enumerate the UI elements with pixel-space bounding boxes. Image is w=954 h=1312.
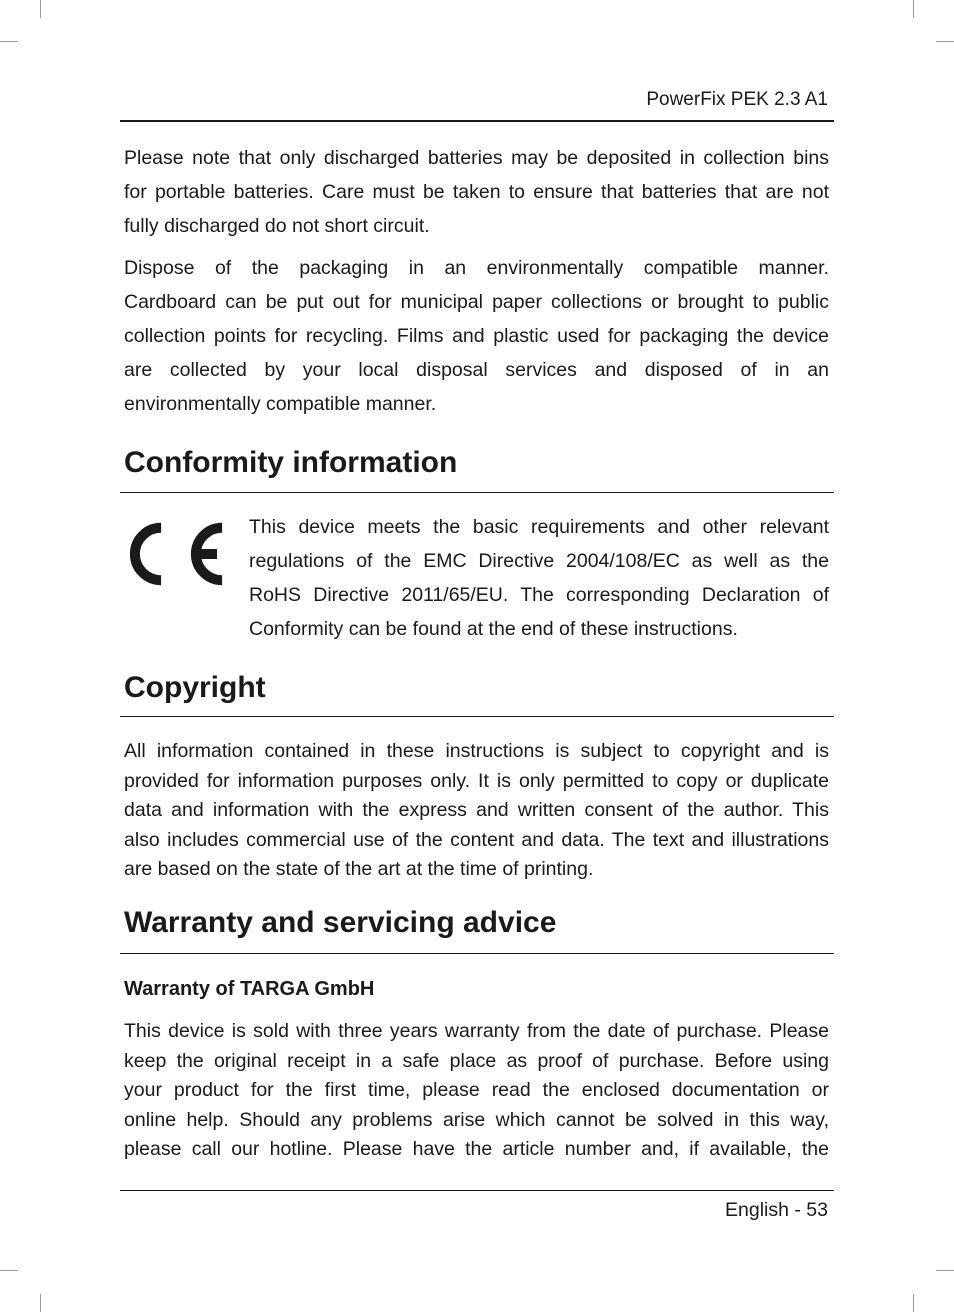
- crop-mark: [0, 1270, 18, 1271]
- crop-mark: [0, 41, 18, 42]
- running-header-title: PowerFix PEK 2.3 A1: [646, 89, 828, 110]
- text-line: provided for information purposes only. It is only permitted to copy or duplicate: [124, 769, 829, 792]
- text-line: Conformity can be found at the end of these instructions.: [249, 618, 738, 640]
- text-line: collection points for recycling. Films and plastic used for packaging the device: [124, 325, 829, 347]
- text-line: This device meets the basic requirements and other relevant: [249, 516, 829, 538]
- warranty-paragraph: [124, 1017, 829, 1165]
- section-rule: [120, 716, 834, 717]
- text-line: also includes commercial use of the content and data. The text and illustrations: [124, 828, 829, 851]
- text-line: please call our hotline. Please have the article number and, if available, the: [124, 1138, 829, 1160]
- crop-mark: [936, 1270, 954, 1271]
- section-rule: [120, 953, 834, 954]
- text-line: regulations of the EMC Directive 2004/108/EC as well as the: [249, 550, 829, 572]
- footer-rule: [120, 1190, 834, 1191]
- text-line: your product for the first time, please read the enclosed documentation or: [124, 1079, 829, 1101]
- text-line: Cardboard can be put out for municipal paper collections or brought to public: [124, 291, 829, 313]
- text-line: keep the original receipt in a safe place as proof of purchase. Before using: [124, 1049, 829, 1072]
- packaging-disposal-paragraph: [124, 251, 829, 421]
- text-line: RoHS Directive 2011/65/EU. The corresponding Declaration of: [249, 584, 829, 606]
- text-line: online help. Should any problems arise which cannot be solved in this way,: [124, 1108, 829, 1131]
- conformity-paragraph: [249, 510, 829, 646]
- text-line: data and information with the express and written consent of the author. This: [124, 799, 829, 821]
- crop-mark: [40, 1294, 41, 1312]
- ce-mark-icon: [124, 517, 227, 591]
- crop-mark: [40, 0, 41, 18]
- crop-mark: [913, 1294, 914, 1312]
- copyright-heading: Copyright: [124, 671, 266, 704]
- crop-mark: [913, 0, 914, 18]
- page-number: English - 53: [725, 1199, 828, 1221]
- text-line: fully discharged do not short circuit.: [124, 215, 430, 237]
- copyright-paragraph: [124, 737, 829, 885]
- text-line: for portable batteries. Care must be taken to ensure that batteries that are not: [124, 181, 829, 203]
- warranty-heading: Warranty and servicing advice: [124, 906, 557, 939]
- text-line: environmentally compatible manner.: [124, 393, 437, 415]
- crop-mark: [936, 41, 954, 42]
- conformity-heading: Conformity information: [124, 446, 458, 479]
- text-line: Please note that only discharged batteries may be deposited in collection bins: [124, 147, 829, 169]
- text-line: This device is sold with three years warranty from the date of purchase. Please: [124, 1020, 829, 1042]
- text-line: are based on the state of the art at the time of printing.: [124, 858, 594, 880]
- text-line: are collected by your local disposal services and disposed of in an: [124, 359, 829, 381]
- text-line: All information contained in these instructions is subject to copyright and is: [124, 740, 829, 762]
- header-rule: [120, 120, 834, 122]
- text-line: Dispose of the packaging in an environmentally compatible manner.: [124, 257, 829, 279]
- battery-disposal-paragraph: [124, 141, 829, 243]
- warranty-subheading: Warranty of TARGA GmbH: [124, 978, 375, 1000]
- section-rule: [120, 492, 834, 493]
